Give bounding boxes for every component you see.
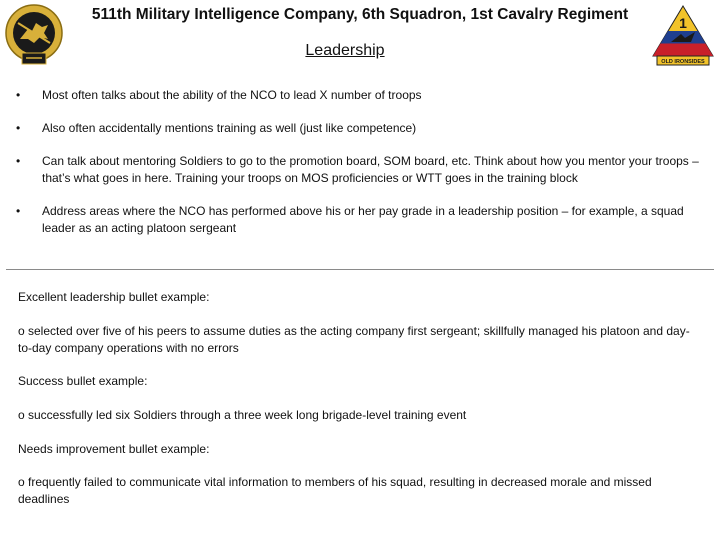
leadership-bullet-list	[16, 87, 706, 253]
needs-example-text: o frequently failed to communicate vital information to members of his squad, resulting in decreased morale and missed deadlines	[18, 475, 652, 506]
page-title: 511th Military Intelligence Company, 6th Squadron, 1st Cavalry Regiment	[91, 6, 629, 23]
excellent-heading-text: Excellent leadership bullet example:	[18, 290, 210, 304]
section-divider	[6, 269, 714, 270]
bullet-item	[16, 153, 706, 187]
needs-heading-text: Needs improvement bullet example:	[18, 442, 210, 456]
bullet-marker: •	[16, 154, 21, 168]
excellent-example	[18, 323, 698, 357]
patch-banner: OLD IRONSIDES	[661, 59, 705, 65]
success-heading	[18, 373, 698, 390]
bullet-text: Also often accidentally mentions training as well (just like competence)	[42, 121, 417, 135]
armored-patch-icon	[651, 4, 715, 66]
bullet-item	[16, 87, 706, 104]
section-title: Leadership	[305, 42, 385, 59]
patch-number: 1	[679, 15, 687, 31]
needs-improvement-example	[18, 474, 698, 508]
bullet-item	[16, 120, 706, 137]
bullet-text: Most often talks about the ability of the NCO to lead X number of troops	[42, 88, 422, 102]
success-example-text: o successfully led six Soldiers through a three week long brigade-level training event	[18, 408, 467, 422]
excellent-example-text: o selected over five of his peers to assume duties as the acting company first sergeant; skillfully managed his platoon and day-to-day company operations with no errors	[18, 324, 690, 355]
armored-division-patch	[651, 4, 715, 66]
cavalry-crest-icon	[2, 3, 66, 67]
bullet-item	[16, 203, 706, 237]
success-example	[18, 407, 698, 424]
needs-improvement-heading	[18, 441, 698, 458]
bullet-marker: •	[16, 121, 21, 135]
bullet-marker: •	[16, 204, 21, 218]
bullet-text: Address areas where the NCO has performed above his or her pay grade in a leadership position – for example, a squad leader as an acting platoon sergeant	[42, 204, 684, 235]
bullet-text: Can talk about mentoring Soldiers to go to the promotion board, SOM board, etc. Think about how you mentor your troops – that’s what goes in here. Training your troops on MOS proficiencies or WTT goes in the training block	[42, 154, 699, 185]
bullet-marker: •	[16, 88, 21, 102]
success-heading-text: Success bullet example:	[18, 374, 148, 388]
excellent-heading	[18, 289, 698, 306]
